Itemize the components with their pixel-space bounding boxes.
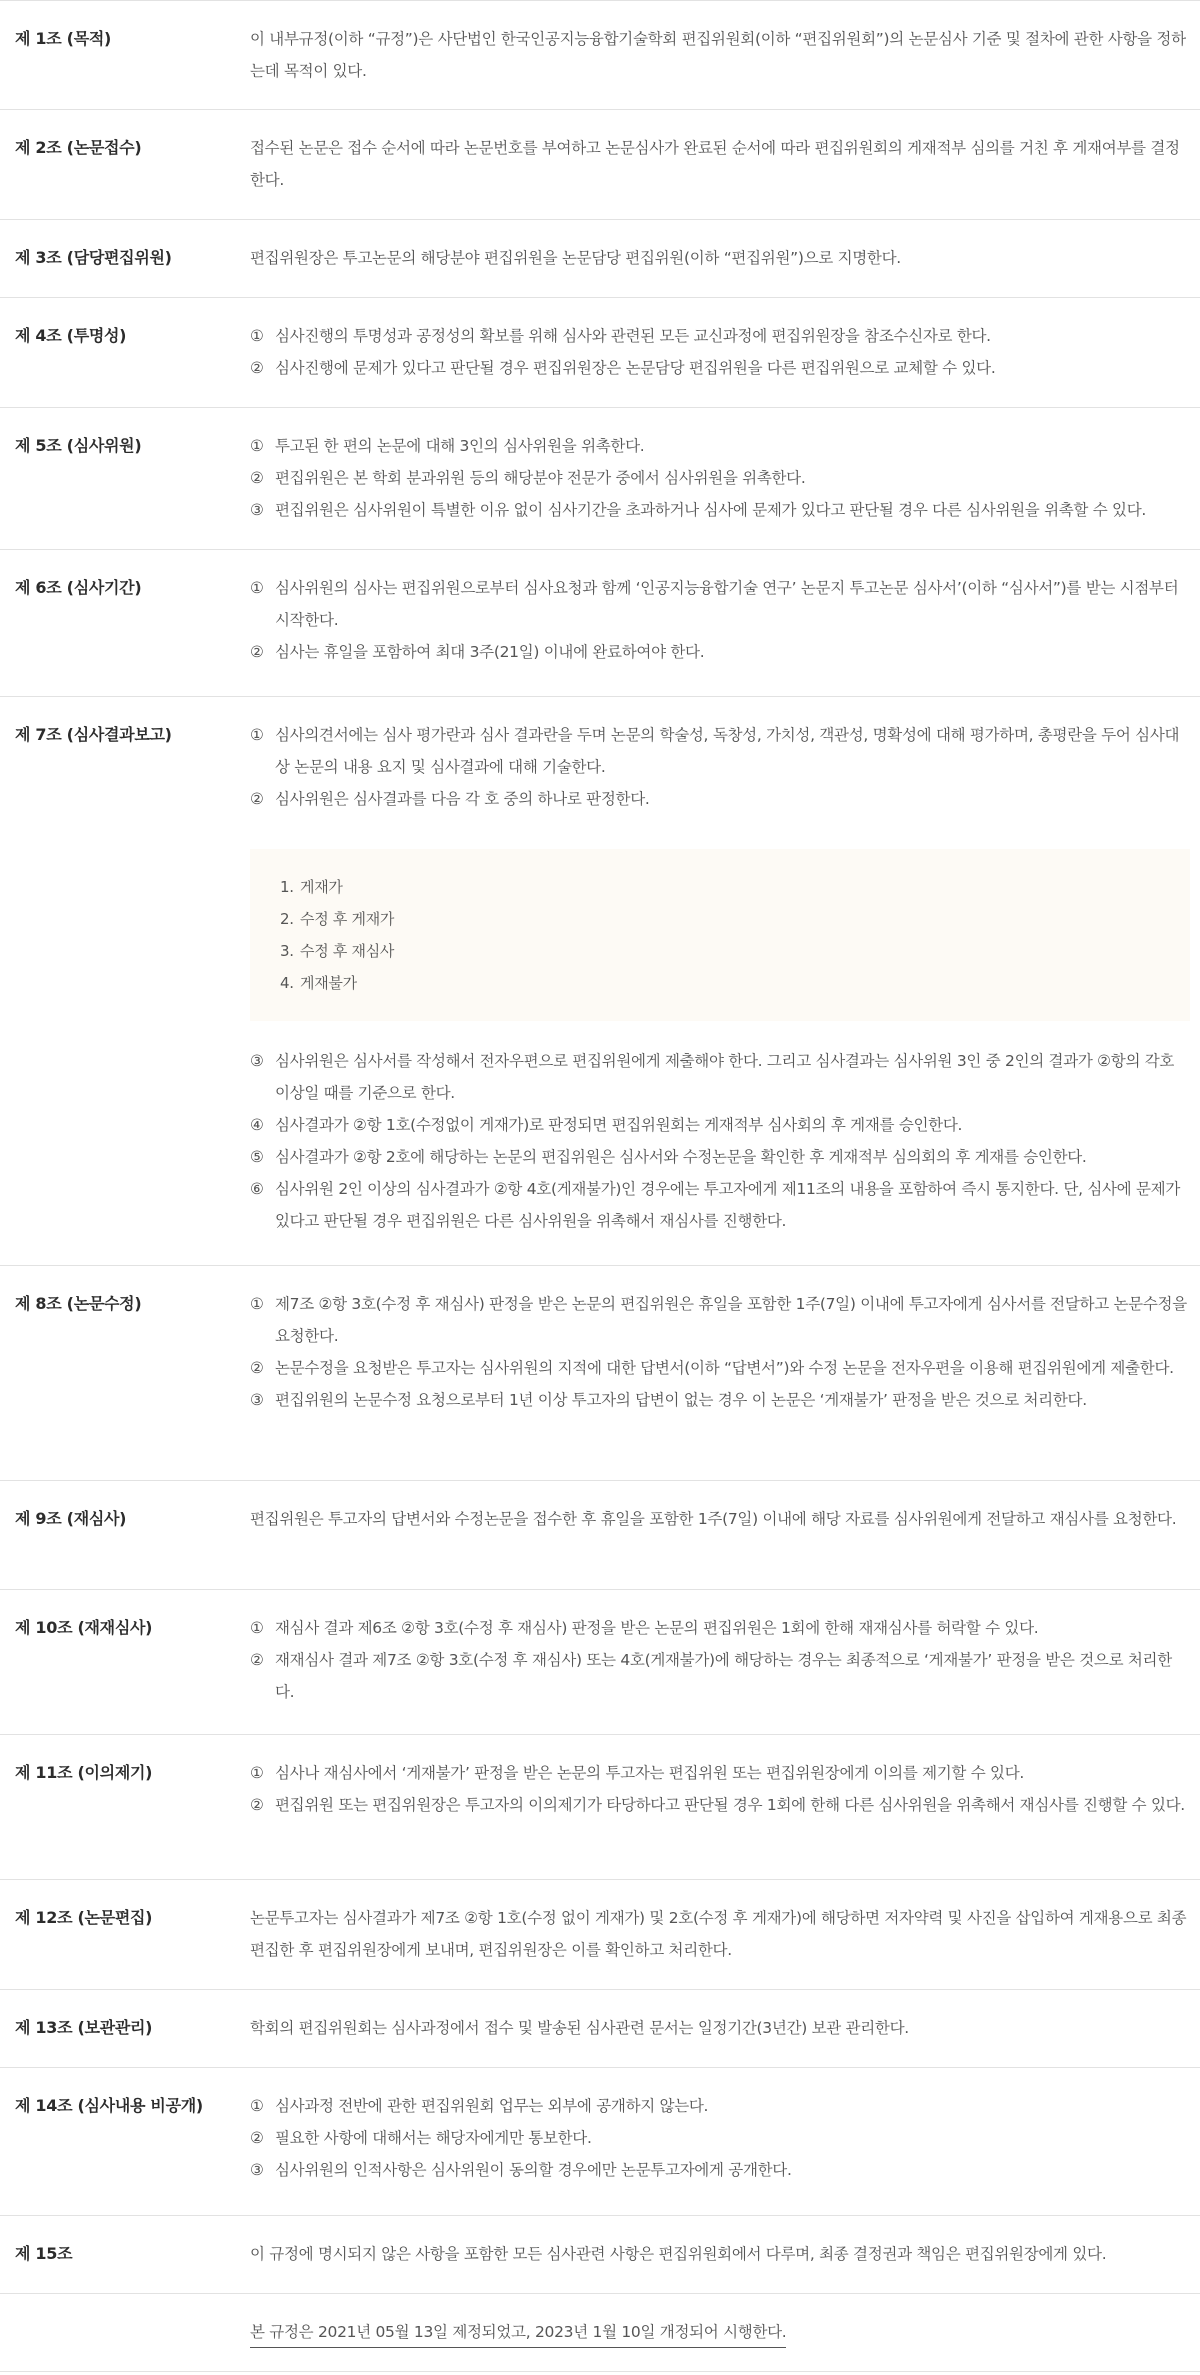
item-number: ③	[250, 501, 264, 519]
item-number: ②	[250, 359, 264, 377]
article-items	[250, 320, 1200, 407]
item-text: 심사결과가 ②항 2호에 해당하는 논문의 편집위원은 심사서와 수정논문을 확인한 후 게재적부 심의회의 후 게재를 승인한다.	[275, 1148, 1087, 1166]
list-item	[250, 320, 1190, 352]
article-items	[250, 2090, 1200, 2215]
list-item	[250, 1288, 1190, 1352]
list-item	[250, 352, 1190, 384]
list-item	[250, 494, 1190, 526]
article-row	[0, 2068, 1200, 2216]
empty-label	[0, 2316, 250, 2371]
article-items	[250, 1288, 1200, 1480]
item-number: ②	[250, 643, 264, 661]
list-item	[250, 1109, 1190, 1141]
list-item	[250, 1045, 1190, 1109]
article-text: 접수된 논문은 접수 순서에 따라 논문번호를 부여하고 논문심사가 완료된 순서에 따라 편집위원회의 게재적부 심의를 거친 후 게재여부를 결정한다.	[250, 139, 1180, 189]
item-text: 편집위원 또는 편집위원장은 투고자의 이의제기가 타당하다고 판단될 경우 1회에 한해 다른 심사위원을 위촉해서 재심사를 진행할 수 있다.	[275, 1796, 1185, 1814]
list-item	[250, 1141, 1190, 1173]
list-item	[250, 1757, 1190, 1789]
list-item	[250, 2122, 1190, 2154]
article-text: 편집위원은 투고자의 답변서와 수정논문을 접수한 후 휴일을 포함한 1주(7일) 이내에 해당 자료를 심사위원에게 전달하고 재심사를 요청한다.	[250, 1510, 1177, 1528]
item-text: 재심사 결과 제6조 ②항 3호(수정 후 재심사) 판정을 받은 논문의 편집위원은 1회에 한해 재재심사를 허락할 수 있다.	[275, 1619, 1039, 1637]
item-text: 심사나 재심사에서 ‘게재불가’ 판정을 받은 논문의 투고자는 편집위원 또는 편집위원장에게 이의를 제기할 수 있다.	[275, 1764, 1024, 1782]
item-text: 편집위원의 논문수정 요청으로부터 1년 이상 투고자의 답변이 없는 경우 이 논문은 ‘게재불가’ 판정을 받은 것으로 처리한다.	[275, 1391, 1087, 1409]
item-number: ①	[250, 437, 264, 455]
item-text: 제7조 ②항 3호(수정 후 재심사) 판정을 받은 논문의 편집위원은 휴일을 포함한 1주(7일) 이내에 투고자에게 심사서를 전달하고 논문수정을 요청한다.	[275, 1295, 1187, 1345]
article-label: 제 6조 (심사기간)	[15, 578, 142, 597]
article-text: 이 규정에 명시되지 않은 사항을 포함한 모든 심사관련 사항은 편집위원회에서 다루며, 최종 결정권과 책임은 편집위원장에게 있다.	[250, 2245, 1107, 2263]
verdict-options-box	[250, 849, 1190, 1021]
item-text: 심사위원은 심사결과를 다음 각 호 중의 하나로 판정한다.	[275, 790, 650, 808]
article-row	[0, 1990, 1200, 2068]
article-label: 제 1조 (목적)	[15, 29, 112, 48]
article-text: 학회의 편집위원회는 심사과정에서 접수 및 발송된 심사관련 문서는 일정기간(3년간) 보관 관리한다.	[250, 2019, 909, 2037]
item-text: 투고된 한 편의 논문에 대해 3인의 심사위원을 위촉한다.	[275, 437, 645, 455]
item-number: ⑥	[250, 1180, 264, 1198]
item-number: ①	[250, 579, 264, 597]
item-text: 심사는 휴일을 포함하여 최대 3주(21일) 이내에 완료하여야 한다.	[275, 643, 705, 661]
item-text: 논문수정을 요청받은 투고자는 심사위원의 지적에 대한 답변서(이하 “답변서”)와 수정 논문을 전자우편을 이용해 편집위원에게 제출한다.	[275, 1359, 1174, 1377]
item-text: 재재심사 결과 제7조 ②항 3호(수정 후 재심사) 또는 4호(게재불가)에 해당하는 경우는 최종적으로 ‘게재불가’ 판정을 받은 것으로 처리한다.	[275, 1651, 1172, 1701]
list-item	[250, 1789, 1190, 1821]
item-number: ①	[250, 1295, 264, 1313]
article-label: 제 7조 (심사결과보고)	[15, 725, 172, 744]
article-row	[0, 697, 1200, 1266]
article-row	[0, 1590, 1200, 1735]
article-row	[0, 408, 1200, 550]
article-items	[250, 719, 1200, 1265]
article-row	[0, 298, 1200, 408]
item-text: 편집위원은 심사위원이 특별한 이유 없이 심사기간을 초과하거나 심사에 문제가 있다고 판단될 경우 다른 심사위원을 위촉할 수 있다.	[275, 501, 1147, 519]
verdict-option: 1. 게재가	[280, 878, 343, 896]
list-item	[250, 572, 1190, 636]
list-item	[250, 719, 1190, 783]
item-number: ③	[250, 1052, 264, 1070]
list-item	[250, 2154, 1190, 2186]
list-item	[250, 783, 1190, 815]
article-row	[0, 1880, 1200, 1990]
item-number: ②	[250, 2129, 264, 2147]
item-number: ①	[250, 327, 264, 345]
item-text: 심사위원 2인 이상의 심사결과가 ②항 4호(게재불가)인 경우에는 투고자에게 제11조의 내용을 포함하여 즉시 통지한다. 단, 심사에 문제가 있다고 판단될 경우 편집위원은 다른 심사위원을 위촉해서 재심사를 진행한다.	[275, 1180, 1180, 1230]
article-label: 제 2조 (논문접수)	[15, 138, 142, 157]
item-text: 편집위원은 본 학회 분과위원 등의 해당분야 전문가 중에서 심사위원을 위촉한다.	[275, 469, 806, 487]
item-number: ③	[250, 1391, 264, 1409]
enactment-note: 본 규정은 2021년 05월 13일 제정되었고, 2023년 1월 10일 개정되어 시행한다.	[250, 2317, 786, 2348]
article-row	[0, 1266, 1200, 1481]
item-text: 심사결과가 ②항 1호(수정없이 게재가)로 판정되면 편집위원회는 게재적부 심사회의 후 게재를 승인한다.	[275, 1116, 963, 1134]
item-text: 심사진행의 투명성과 공정성의 확보를 위해 심사와 관련된 모든 교신과정에 편집위원장을 참조수신자로 한다.	[275, 327, 991, 345]
article-row	[0, 110, 1200, 220]
list-item	[250, 636, 1190, 668]
item-number: ①	[250, 1619, 264, 1637]
article-label: 제 13조 (보관관리)	[15, 2018, 153, 2037]
article-text: 편집위원장은 투고논문의 해당분야 편집위원을 논문담당 편집위원(이하 “편집위원”)으로 지명한다.	[250, 249, 901, 267]
article-label: 제 12조 (논문편집)	[15, 1908, 153, 1927]
article-text: 논문투고자는 심사결과가 제7조 ②항 1호(수정 없이 게재가) 및 2호(수정 후 게재가)에 해당하면 저자약력 및 사진을 삽입하여 게재용으로 최종 편집한 후 편집위원장에게 보내며, 편집위원장은 이를 확인하고 처리한다.	[250, 1909, 1187, 1959]
list-item	[250, 1384, 1190, 1416]
item-text: 심사의견서에는 심사 평가란과 심사 결과란을 두며 논문의 학술성, 독창성, 가치성, 객관성, 명확성에 대해 평가하며, 총평란을 두어 심사대상 논문의 내용 요지 및 심사결과에 대해 기술한다.	[275, 726, 1180, 776]
item-number: ②	[250, 1651, 264, 1669]
article-label: 제 5조 (심사위원)	[15, 436, 142, 455]
article-label: 제 4조 (투명성)	[15, 326, 127, 345]
list-item	[250, 1173, 1190, 1237]
list-item	[250, 1352, 1190, 1384]
item-text: 심사위원의 심사는 편집위원으로부터 심사요청과 함께 ‘인공지능융합기술 연구’ 논문지 투고논문 심사서’(이하 “심사서”)를 받는 시점부터 시작한다.	[275, 579, 1179, 629]
item-number: ①	[250, 2097, 264, 2115]
article-row	[0, 1735, 1200, 1880]
article-row	[0, 2216, 1200, 2294]
enactment-row	[0, 2294, 1200, 2372]
list-item	[250, 462, 1190, 494]
item-text: 심사위원의 인적사항은 심사위원이 동의할 경우에만 논문투고자에게 공개한다.	[275, 2161, 792, 2179]
item-number: ③	[250, 2161, 264, 2179]
article-row	[0, 550, 1200, 697]
verdict-option: 2. 수정 후 게재가	[280, 910, 395, 928]
list-item	[250, 1612, 1190, 1644]
article-row	[0, 0, 1200, 110]
item-text: 심사과정 전반에 관한 편집위원회 업무는 외부에 공개하지 않는다.	[275, 2097, 709, 2115]
article-label: 제 11조 (이의제기)	[15, 1763, 153, 1782]
item-number: ⑤	[250, 1148, 264, 1166]
item-text: 심사진행에 문제가 있다고 판단될 경우 편집위원장은 논문담당 편집위원을 다른 편집위원으로 교체할 수 있다.	[275, 359, 996, 377]
article-items	[250, 430, 1200, 549]
item-number: ④	[250, 1116, 264, 1134]
article-items	[250, 572, 1200, 696]
article-items	[250, 1757, 1200, 1879]
verdict-option: 3. 수정 후 재심사	[280, 942, 395, 960]
item-number: ②	[250, 790, 264, 808]
list-item	[250, 430, 1190, 462]
article-label: 제 15조	[15, 2244, 73, 2263]
list-item	[250, 1644, 1190, 1708]
article-row	[0, 1481, 1200, 1590]
article-label: 제 9조 (재심사)	[15, 1509, 127, 1528]
article-label: 제 10조 (재재심사)	[15, 1618, 153, 1637]
item-number: ①	[250, 1764, 264, 1782]
article-label: 제 8조 (논문수정)	[15, 1294, 142, 1313]
article-items	[250, 1612, 1200, 1734]
article-label: 제 14조 (심사내용 비공개)	[15, 2096, 203, 2115]
item-text: 심사위원은 심사서를 작성해서 전자우편으로 편집위원에게 제출해야 한다. 그리고 심사결과는 심사위원 3인 중 2인의 결과가 ②항의 각호 이상일 때를 기준으로 한다.	[275, 1052, 1175, 1102]
item-number: ②	[250, 1359, 264, 1377]
article-row	[0, 220, 1200, 298]
article-label: 제 3조 (담당편집위원)	[15, 248, 172, 267]
list-item	[250, 2090, 1190, 2122]
verdict-option: 4. 게재불가	[280, 974, 357, 992]
article-text: 이 내부규정(이하 “규정”)은 사단법인 한국인공지능융합기술학회 편집위원회(이하 “편집위원회”)의 논문심사 기준 및 절차에 관한 사항을 정하는데 목적이 있다.	[250, 30, 1186, 80]
item-text: 필요한 사항에 대해서는 해당자에게만 통보한다.	[275, 2129, 592, 2147]
item-number: ②	[250, 1796, 264, 1814]
item-number: ①	[250, 726, 264, 744]
item-number: ②	[250, 469, 264, 487]
